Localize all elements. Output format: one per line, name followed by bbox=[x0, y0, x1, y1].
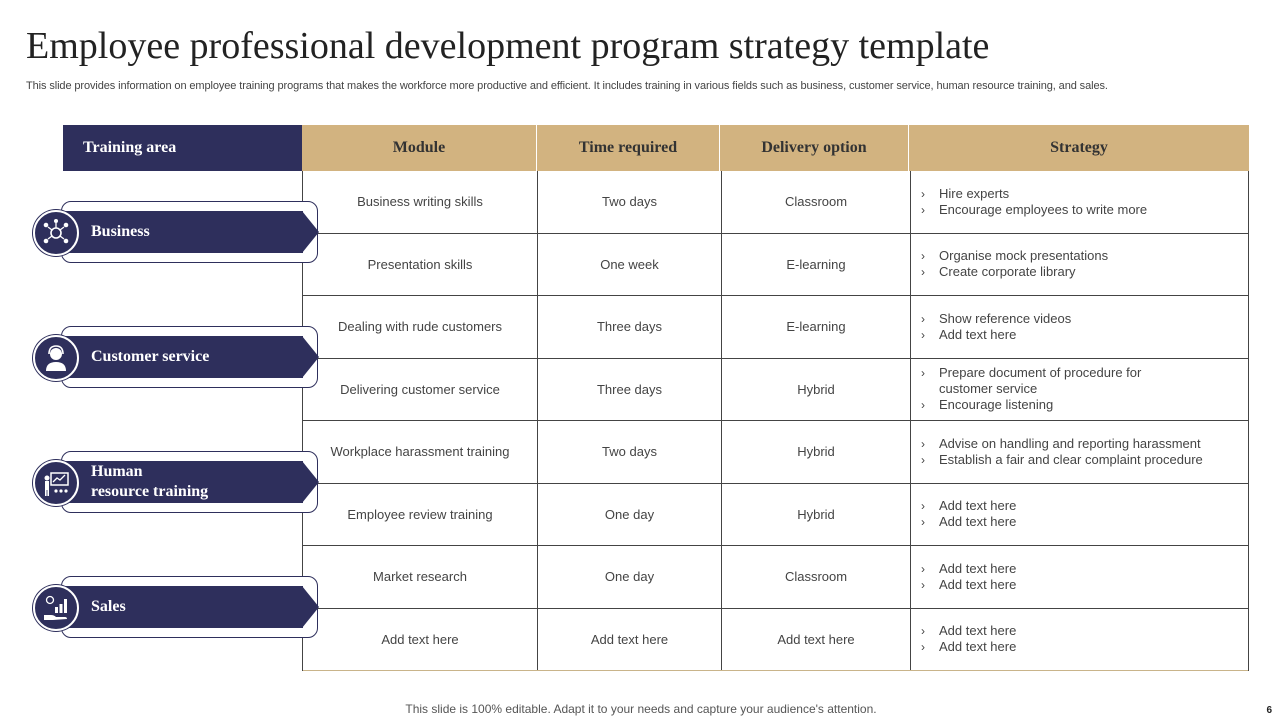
header-training-area: Training area bbox=[63, 125, 303, 171]
strategy-bullet: › Add text here bbox=[921, 561, 1248, 577]
time-cell: Add text here bbox=[590, 631, 669, 647]
time-cell: One day bbox=[604, 506, 655, 522]
strategy-cell bbox=[911, 171, 1248, 233]
strategy-cell bbox=[911, 484, 1248, 546]
header-module: Module bbox=[302, 125, 537, 171]
module-cell: Add text here bbox=[381, 631, 459, 647]
category-human-resource-training bbox=[33, 451, 303, 515]
table-row bbox=[303, 359, 1248, 422]
header-delivery-option: Delivery option bbox=[720, 125, 909, 171]
module-cell: Employee review training bbox=[347, 506, 493, 522]
strategy-bullet: › Encourage listening bbox=[921, 397, 1248, 413]
module-cell: Workplace harassment training bbox=[330, 444, 510, 460]
strategy-bullet: › Add text here bbox=[921, 623, 1248, 639]
table-row bbox=[303, 296, 1248, 359]
category-label: Business bbox=[91, 223, 150, 240]
table-row bbox=[303, 484, 1248, 547]
strategy-bullet: › Add text here bbox=[921, 327, 1248, 343]
category-sales bbox=[33, 576, 303, 640]
strategy-bullet: › Hire experts bbox=[921, 186, 1248, 202]
category-label: Customer service bbox=[91, 348, 210, 365]
delivery-cell: E-learning bbox=[786, 319, 846, 335]
strategy-bullet: › Add text here bbox=[921, 639, 1248, 655]
strategy-bullet: › Add text here bbox=[921, 577, 1248, 593]
strategy-cell bbox=[911, 359, 1248, 421]
delivery-cell: Classroom bbox=[784, 194, 848, 210]
table-row bbox=[303, 421, 1248, 484]
strategy-bullet: › Create corporate library bbox=[921, 264, 1248, 280]
support-agent-icon bbox=[33, 335, 79, 381]
strategy-cell bbox=[911, 296, 1248, 358]
training-table bbox=[302, 171, 1249, 671]
table-row bbox=[303, 171, 1248, 234]
strategy-cell bbox=[911, 546, 1248, 608]
time-cell: Three days bbox=[596, 381, 663, 397]
delivery-cell: Add text here bbox=[777, 631, 855, 647]
strategy-cell bbox=[911, 421, 1248, 483]
module-cell: Market research bbox=[373, 569, 467, 585]
module-cell: Presentation skills bbox=[367, 256, 473, 272]
slide-title: Employee professional development program strategy template bbox=[26, 25, 990, 67]
category-business bbox=[33, 201, 303, 265]
slide-subtitle: This slide provides information on employee training programs that makes the workforce more productive and efficient. It includes training in various fields such as business, customer service, human resource training, and sales. bbox=[26, 80, 1108, 92]
time-cell: One week bbox=[600, 256, 659, 272]
time-cell: Three days bbox=[596, 319, 663, 335]
network-icon bbox=[33, 210, 79, 256]
strategy-bullet: › Advise on handling and reporting harassment bbox=[921, 436, 1248, 452]
strategy-bullet: › Establish a fair and clear complaint procedure bbox=[921, 452, 1248, 468]
category-customer-service bbox=[33, 326, 303, 390]
module-cell: Dealing with rude customers bbox=[337, 319, 503, 335]
strategy-bullet: › Encourage employees to write more bbox=[921, 202, 1248, 218]
delivery-cell: Hybrid bbox=[797, 444, 835, 460]
module-cell: Delivering customer service bbox=[340, 381, 500, 397]
footer-note: This slide is 100% editable. Adapt it to your needs and capture your audience's attention. bbox=[405, 702, 877, 716]
header-time-required: Time required bbox=[537, 125, 720, 171]
strategy-cell bbox=[911, 234, 1248, 296]
delivery-cell: Hybrid bbox=[797, 506, 835, 522]
category-label: Sales bbox=[91, 598, 126, 615]
table-row bbox=[303, 234, 1248, 297]
page-number: 6 bbox=[1266, 705, 1272, 716]
strategy-bullet: › Organise mock presentations bbox=[921, 248, 1248, 264]
table-row bbox=[303, 546, 1248, 609]
delivery-cell: E-learning bbox=[786, 256, 846, 272]
module-cell: Business writing skills bbox=[357, 194, 483, 210]
strategy-bullet: › Add text here bbox=[921, 498, 1248, 514]
strategy-bullet: › Show reference videos bbox=[921, 311, 1248, 327]
table-row bbox=[303, 609, 1248, 672]
strategy-cell bbox=[911, 609, 1248, 671]
sales-growth-icon bbox=[33, 585, 79, 631]
presentation-icon bbox=[33, 460, 79, 506]
time-cell: Two days bbox=[602, 194, 657, 210]
delivery-cell: Hybrid bbox=[797, 381, 835, 397]
strategy-bullet: › Add text here bbox=[921, 514, 1248, 530]
delivery-cell: Classroom bbox=[784, 569, 848, 585]
category-label: Human resource training bbox=[91, 463, 209, 500]
time-cell: Two days bbox=[602, 444, 657, 460]
header-strategy: Strategy bbox=[909, 125, 1249, 171]
time-cell: One day bbox=[604, 569, 655, 585]
strategy-bullet: › Prepare document of procedure for customer service bbox=[921, 365, 1151, 397]
